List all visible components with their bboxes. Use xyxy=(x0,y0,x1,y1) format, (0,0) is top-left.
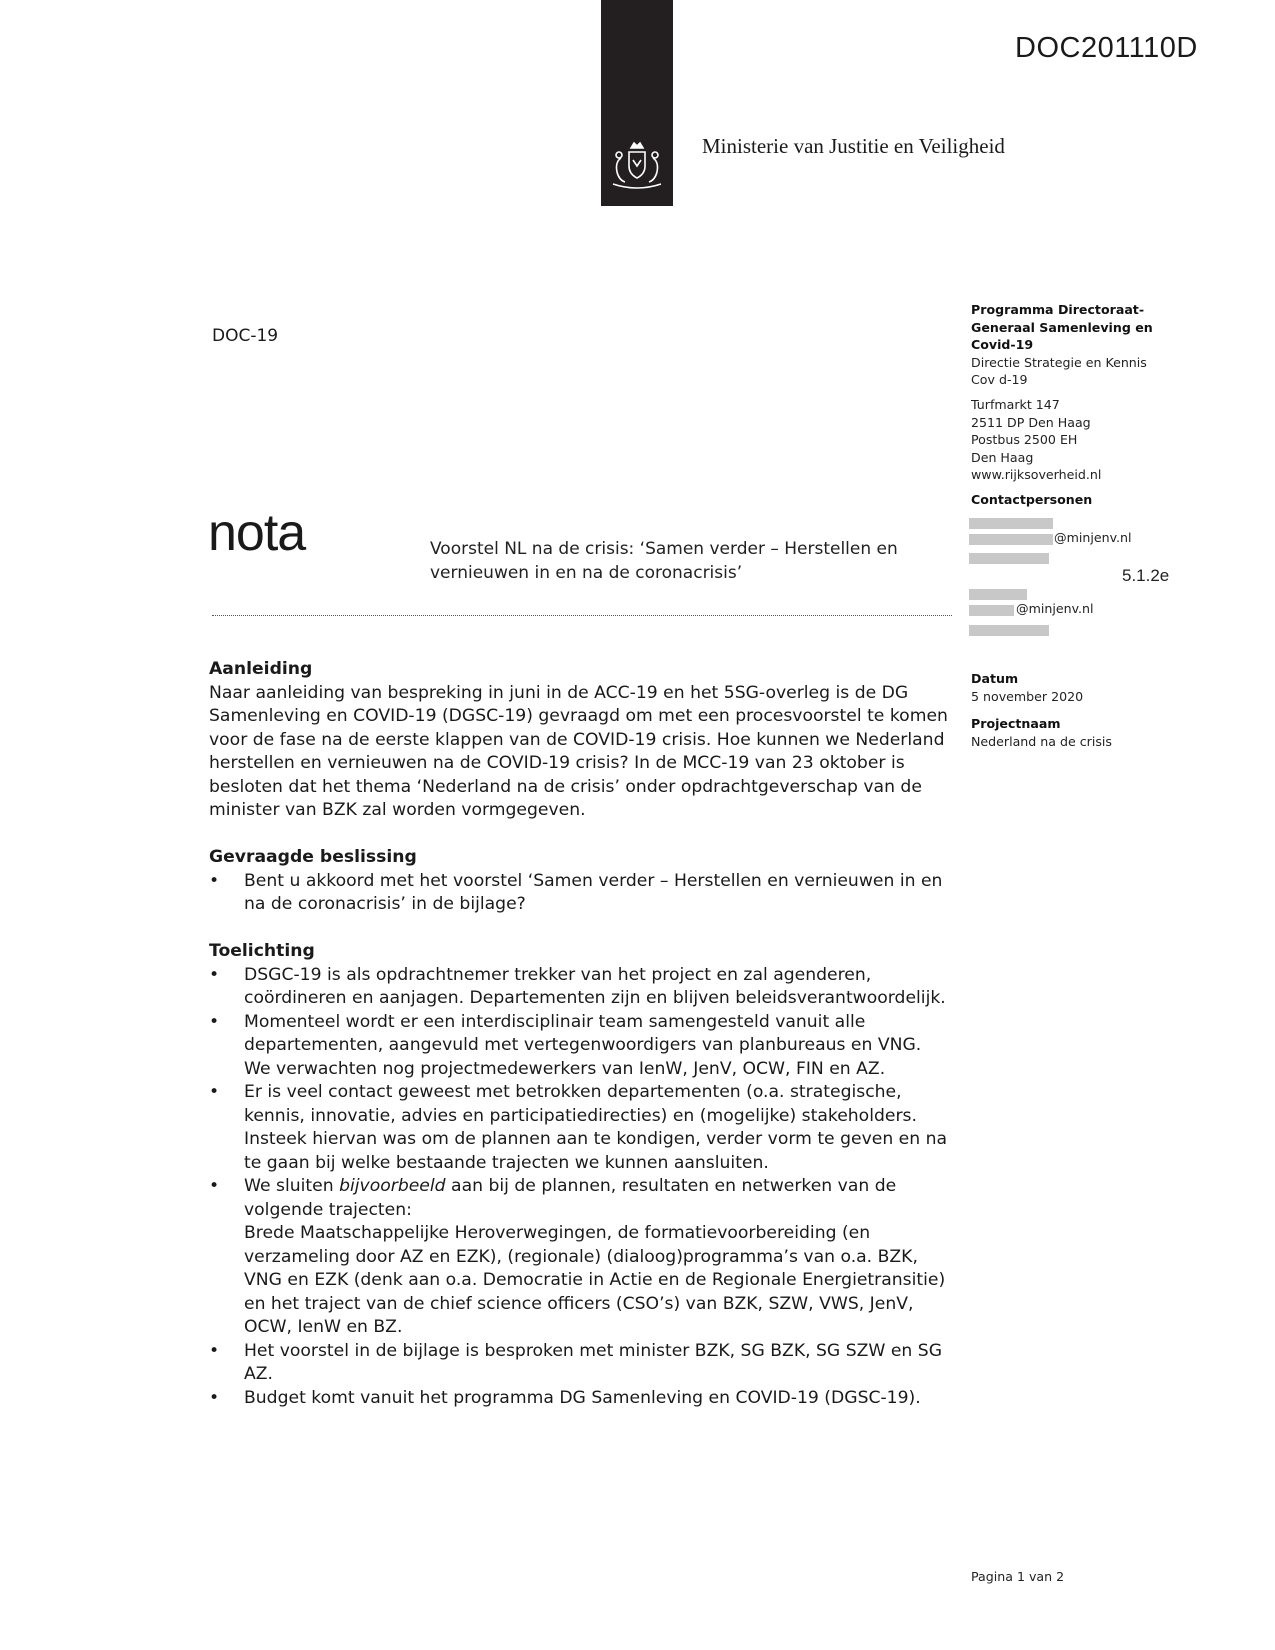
project-value: Nederland na de crisis xyxy=(971,733,1112,749)
ministry-name: Ministerie van Justitie en Veiligheid xyxy=(702,134,1005,158)
redacted-block xyxy=(969,625,1049,636)
redacted-block xyxy=(969,605,1014,616)
sidebar-project xyxy=(971,715,1201,750)
section-heading-aanleiding: Aanleiding xyxy=(209,659,313,679)
address-line: 2511 DP Den Haag xyxy=(971,414,1091,430)
list-item: • Momenteel wordt er een interdisciplinair team samengesteld vanuit alle departementen, aangevuld met vertegenwoordigers van planbureaus en VNG. We verwachten nog projectmedewerkers van IenW, JenV, OCW, FIN en AZ. xyxy=(209,1011,949,1082)
sidebar-date xyxy=(971,670,1201,705)
item-text: We sluiten xyxy=(244,1176,340,1196)
sidebar-contacts-label xyxy=(971,491,1201,509)
address-line: Turfmarkt 147 xyxy=(971,397,1060,412)
address-line: Den Haag xyxy=(971,449,1034,465)
date-label: Datum xyxy=(971,671,1019,686)
document-subject: Voorstel NL na de crisis: ‘Samen verder – Herstellen en vernieuwen in en na de coronacrisis’ xyxy=(430,539,898,583)
list-item: • Het voorstel in de bijlage is besproken met minister BZK, SG BZK, SG SZW en SG AZ. xyxy=(209,1340,949,1387)
dept-line: Directie Strategie en Kennis xyxy=(971,354,1147,370)
header-divider xyxy=(212,615,952,616)
website-link[interactable]: www.rijksoverheid.nl xyxy=(971,467,1102,482)
list-item xyxy=(209,1175,949,1340)
org-line: Generaal Samenleving en xyxy=(971,319,1153,335)
redacted-block xyxy=(969,534,1053,545)
sidebar-address xyxy=(971,396,1201,484)
section-heading-toelichting: Toelichting xyxy=(209,941,315,961)
org-line: Programma Directoraat- xyxy=(971,302,1145,317)
contacts-heading: Contactpersonen xyxy=(971,492,1093,507)
item-detail: Brede Maatschappelijke Heroverwegingen, de formatievoorbereiding (en verzameling door AZ en EZK), (regionale) (dialoog)programma’s van o.a. BZK, VNG en EZK (denk aan o.a. Democratie in Actie en de Regionale Energietransitie) en het traject van de chief science officers (CSO’s) van BZK, SZW, VWS, JenV, OCW, IenW en BZ. xyxy=(244,1223,946,1337)
page-number: Pagina 1 van 2 xyxy=(971,1569,1065,1584)
item-emphasis: bijvoorbeeld xyxy=(339,1176,446,1196)
coat-of-arms-icon xyxy=(604,138,670,196)
document-type-label: nota xyxy=(208,504,306,562)
list-item: • Bent u akkoord met het voorstel ‘Samen verder – Herstellen en vernieuwen in en na de coronacrisis’ in de bijlage? xyxy=(209,870,949,917)
list-item: • Er is veel contact geweest met betrokken departementen (o.a. strategische, kennis, innovatie, advies en participatiedirecties) en (mogelijke) stakeholders. Insteek hiervan was om de plannen aan te kondigen, verder vorm te geven en na te gaan bij welke bestaande trajecten we kunnen aansluiten. xyxy=(209,1081,949,1175)
contact-email-suffix: @minjenv.nl xyxy=(1016,601,1094,616)
reference-code: DOC-19 xyxy=(212,326,279,346)
section-heading-beslissing: Gevraagde beslissing xyxy=(209,847,417,867)
list-item: • Budget komt vanuit het programma DG Samenleving en COVID-19 (DGSC-19). xyxy=(209,1387,949,1411)
sidebar-organisation xyxy=(971,301,1201,389)
document-code: DOC201110D xyxy=(1015,32,1198,64)
item-text: aan bij de plannen, resultaten en netwerken van de volgende trajecten: xyxy=(244,1176,897,1220)
aanleiding-paragraph: Naar aanleiding van bespreking in juni in de ACC-19 en het 5SG-overleg is de DG Samenleving en COVID-19 (DGSC-19) gevraagd om met een procesvoorstel te komen voor de fase na de eerste klappen van de COVID-19 crisis. Hoe kunnen we Nederland herstellen en vernieuwen na de COVID-19 crisis? In de MCC-19 van 23 oktober is besloten dat het thema ‘Nederland na de crisis’ onder opdrachtgeverschap van de minister van BZK zal worden vormgegeven. xyxy=(209,682,948,820)
document-body xyxy=(209,658,949,1410)
dept-line: Cov d-19 xyxy=(971,372,1028,387)
org-line: Covid-19 xyxy=(971,337,1034,352)
project-label: Projectnaam xyxy=(971,716,1061,731)
redacted-block xyxy=(969,589,1027,600)
beslissing-list xyxy=(209,870,949,917)
redacted-block xyxy=(969,553,1049,564)
redacted-block xyxy=(969,518,1053,529)
list-item: • DSGC-19 is als opdrachtnemer trekker van het project en zal agenderen, coördineren en aanjagen. Departementen zijn en blijven beleidsverantwoordelijk. xyxy=(209,964,949,1011)
redaction-ground-mark: 5.1.2e xyxy=(1122,566,1170,585)
date-value: 5 november 2020 xyxy=(971,688,1084,704)
address-line: Postbus 2500 EH xyxy=(971,432,1078,447)
contact-email-suffix: @minjenv.nl xyxy=(1054,530,1132,545)
toelichting-list xyxy=(209,964,949,1411)
